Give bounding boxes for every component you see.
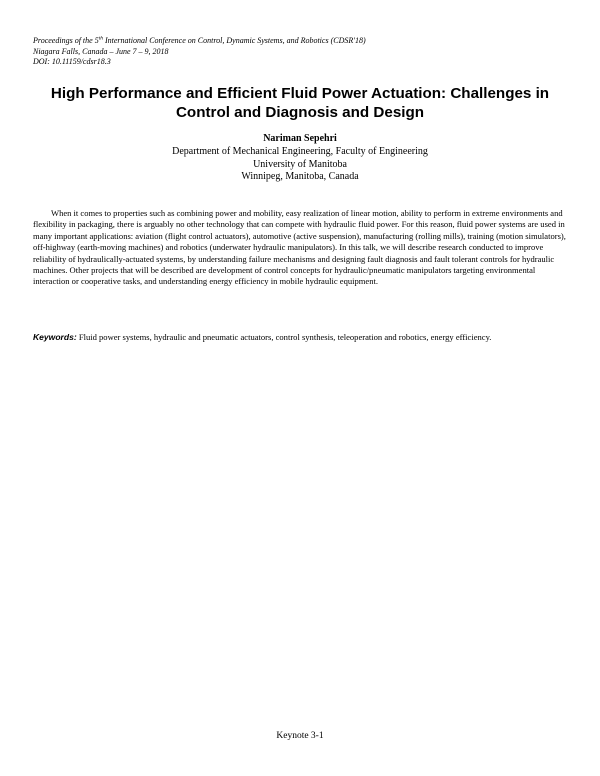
author-affiliation-department: Department of Mechanical Engineering, Faculty of Engineering [172, 145, 428, 157]
header-ordinal-superscript: th [98, 35, 103, 42]
proceedings-header [33, 36, 533, 68]
header-doi: DOI: 10.11159/cdsr18.3 [33, 57, 111, 66]
header-conference-name: International Conference on Control, Dynamic Systems, and Robotics (CDSR'18) [102, 36, 366, 45]
author-block [30, 133, 570, 184]
paper-title: High Performance and Efficient Fluid Power Actuation: Challenges in Control and Diagnosis and Design [50, 85, 550, 121]
author-name: Nariman Sepehri [263, 133, 337, 144]
abstract-paragraph: When it comes to properties such as combining power and mobility, easy realization of linear motion, ability to perform in extreme environments and flexibility in packaging, there is arguably no other technology that can compete with hydraulic fluid power. For this reason, fluid power systems are used in many important applications: aviation (flight control actuators), automotive (active suspension), manufacturing (rolling mills), training (motion simulators), off-highway (earth-moving machines) and robotics (underwater hydraulic manipulators). In this talk, we will describe research conducted to improve reliability of hydraulically-actuated systems, by understanding failure mechanisms and designing fault diagnosis and fault tolerant controls for hydraulic machines. Other projects that will be described are development of control concepts for hydraulic/pneumatic manipulators targeting environmental interaction or cooperative tasks, and understanding energy efficiency in mobile hydraulic equipment. [33, 208, 566, 287]
keywords-text: Fluid power systems, hydraulic and pneumatic actuators, control synthesis, teleoperation and robotics, energy efficiency. [76, 332, 492, 342]
header-location-date: Niagara Falls, Canada – June 7 – 9, 2018 [33, 46, 169, 56]
keywords-paragraph [33, 332, 567, 343]
author-affiliation-university: University of Manitoba [253, 158, 347, 170]
page-footer: Keynote 3-1 [276, 731, 324, 741]
header-conference-line [33, 36, 533, 47]
header-conference-prefix: Proceedings of the 5 [33, 36, 99, 45]
author-affiliation-location: Winnipeg, Manitoba, Canada [241, 171, 359, 183]
keywords-label: Keywords: [33, 332, 77, 342]
